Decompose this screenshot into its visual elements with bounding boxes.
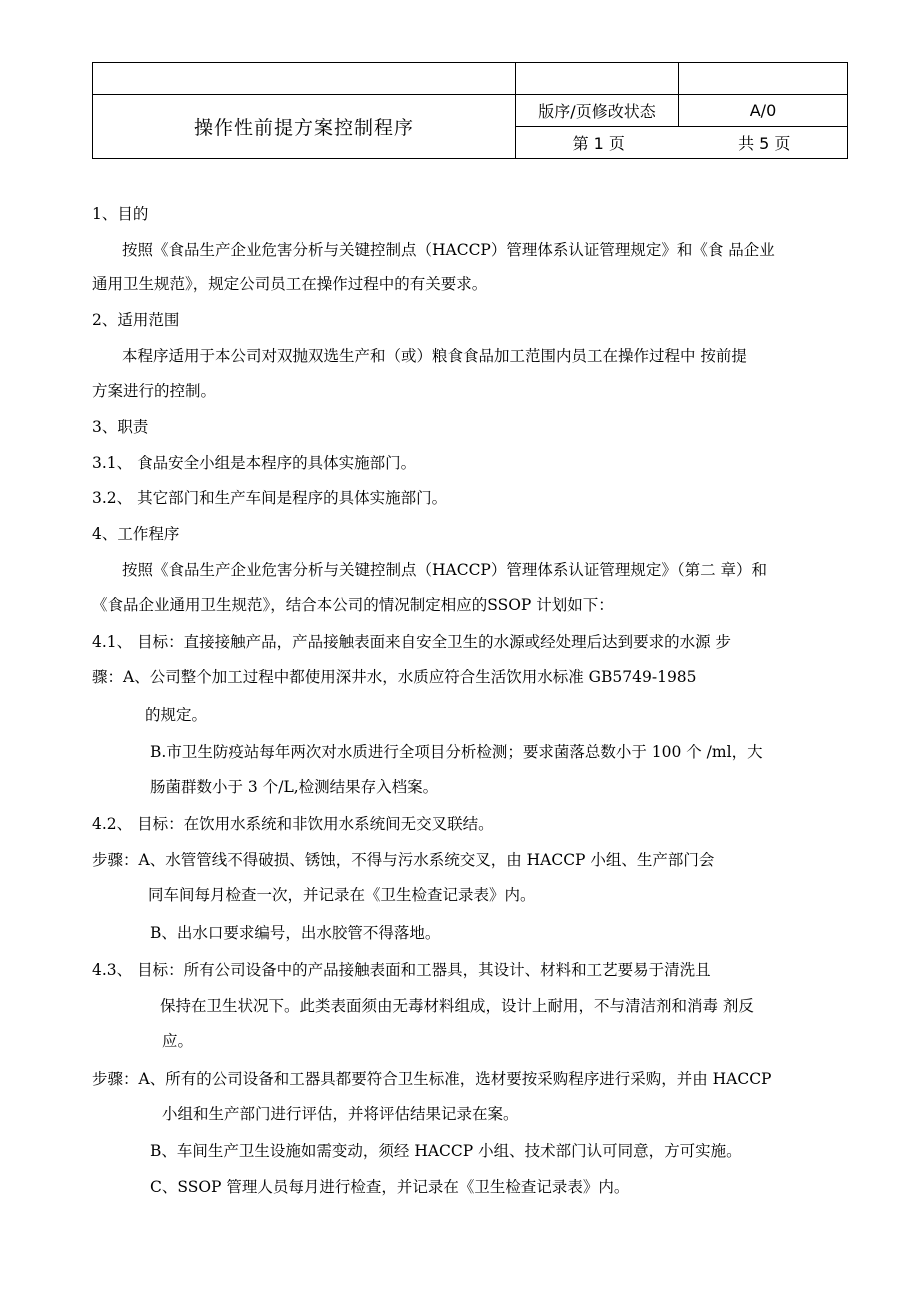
version-value: A/0 xyxy=(679,95,848,127)
clause-line: 4.2、 目标：在饮用水系统和非饮用水系统间无交叉联结。 xyxy=(92,815,494,833)
version-label: 版序/页修改状态 xyxy=(516,95,679,127)
header-blank-cell xyxy=(679,63,848,95)
clause-line: 4.1、 目标：直接接触产品，产品接触表面来自安全卫生的水源或经处理后达到要求的水源 步 xyxy=(92,633,732,651)
body-line: 骤：A、公司整个加工过程中都使用深井水，水质应符合生活饮用水标准 GB5749-1985 xyxy=(92,668,697,686)
section-heading: 4、工作程序 xyxy=(92,525,180,543)
body-line: 《食品企业通用卫生规范》，结合本公司的情况制定相应的SSOP 计划如下： xyxy=(92,596,614,614)
body-line: 保持在卫生状况下。此类表面须由无毒材料组成，设计上耐用，不与清洁剂和消毒 剂反 xyxy=(160,997,754,1015)
clause-line: 3.1、 食品安全小组是本程序的具体实施部门。 xyxy=(92,454,417,472)
page-info xyxy=(516,127,848,159)
body-line: 按照《食品生产企业危害分析与关键控制点（HACCP）管理体系认证管理规定》（第二 章）和 xyxy=(122,561,768,579)
body-line: 应。 xyxy=(162,1032,194,1050)
step-line: B.市卫生防疫站每年两次对水质进行全项目分析检测；要求菌落总数小于 100 个 /ml，大 xyxy=(150,743,763,761)
section-heading: 1、目的 xyxy=(92,205,149,223)
body-line: 方案进行的控制。 xyxy=(92,382,217,400)
header-blank-cell xyxy=(93,63,516,95)
body-line: 本程序适用于本公司对双抛双选生产和（或）粮食食品加工范围内员工在操作过程中 按前提 xyxy=(122,347,747,365)
page-current: 第 1 页 xyxy=(572,134,625,153)
step-line: B、车间生产卫生设施如需变动，须经 HACCP 小组、技术部门认可同意，方可实施。 xyxy=(150,1142,742,1160)
step-line: B、出水口要求编号，出水胶管不得落地。 xyxy=(150,924,441,942)
header-blank-cell xyxy=(516,63,679,95)
page-total: 共 5 页 xyxy=(738,134,791,153)
step-line: C、SSOP 管理人员每月进行检查，并记录在《卫生检查记录表》内。 xyxy=(150,1178,630,1196)
section-heading: 2、适用范围 xyxy=(92,311,180,329)
step-line: 步骤：A、所有的公司设备和工器具都要符合卫生标准，选材要按采购程序进行采购，并由 HACCP xyxy=(92,1070,772,1088)
document-header-table xyxy=(92,62,848,159)
step-line: 步骤：A、水管管线不得破损、锈蚀，不得与污水系统交叉，由 HACCP 小组、生产部门会 xyxy=(92,851,715,869)
body-line: 肠菌群数小于 3 个/L,检测结果存入档案。 xyxy=(150,778,439,796)
section-heading: 3、职责 xyxy=(92,418,149,436)
clause-line: 3.2、 其它部门和生产车间是程序的具体实施部门。 xyxy=(92,489,448,507)
body-line: 按照《食品生产企业危害分析与关键控制点（HACCP）管理体系认证管理规定》和《食 品企业 xyxy=(122,241,775,259)
body-line: 的规定。 xyxy=(145,706,208,724)
document-title: 操作性前提方案控制程序 xyxy=(93,95,516,159)
body-line: 通用卫生规范》，规定公司员工在操作过程中的有关要求。 xyxy=(92,275,488,293)
body-line: 同车间每月检查一次，并记录在《卫生检查记录表》内。 xyxy=(148,886,536,904)
body-line: 小组和生产部门进行评估，并将评估结果记录在案。 xyxy=(162,1105,519,1123)
clause-line: 4.3、 目标：所有公司设备中的产品接触表面和工器具，其设计、材料和工艺要易于清洗且 xyxy=(92,961,711,979)
